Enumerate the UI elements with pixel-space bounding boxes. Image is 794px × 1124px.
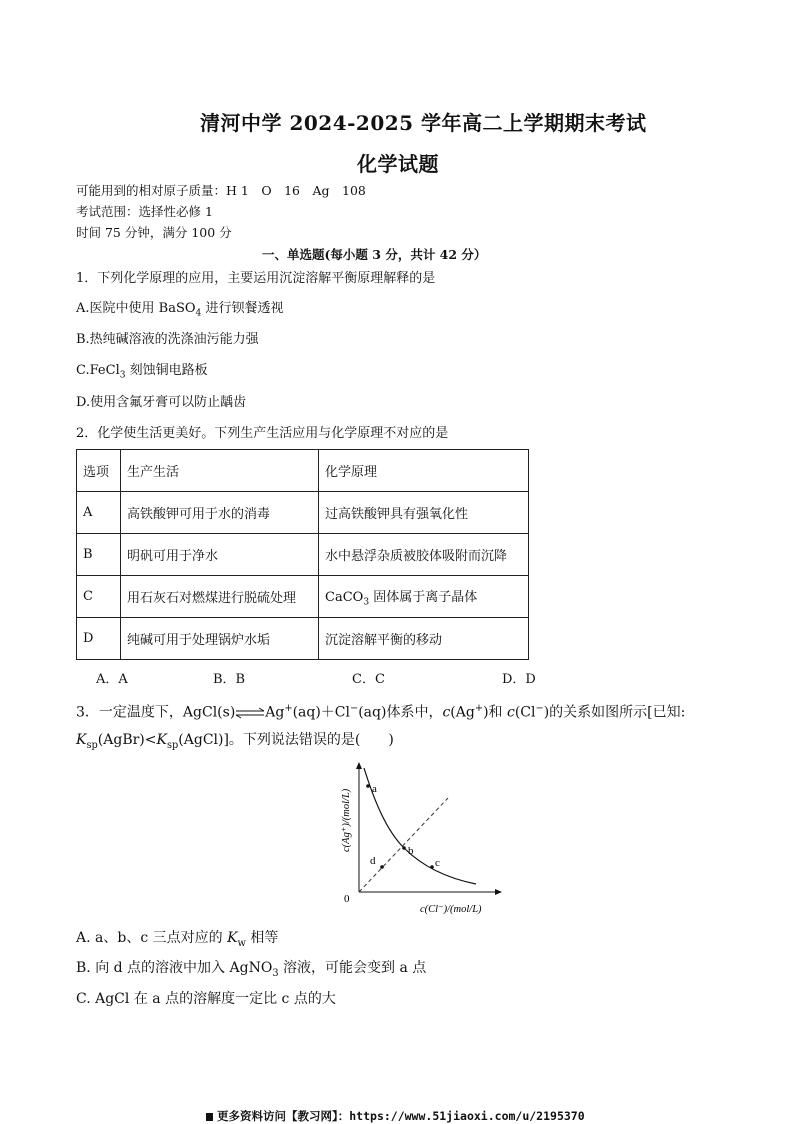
row-option: D bbox=[77, 618, 121, 660]
point-a bbox=[366, 784, 370, 788]
q2-table bbox=[76, 449, 529, 660]
row-principle: 沉淀溶解平衡的移动 bbox=[319, 618, 529, 660]
row-principle: CaCO$_3$ 固体属于离子晶体 bbox=[319, 576, 529, 618]
atomic-mass-line: 可能用到的相对原子质量：H 1 O 16 Ag 108 bbox=[76, 183, 366, 198]
row-principle: 过高铁酸钾具有强氧化性 bbox=[319, 492, 529, 534]
q3-stem-line1: 3．一定温度下，AgCl(s) Ag+(aq)＋Cl−(aq)体系中，c(Ag+)和 c(Cl−)的关系如图所示[已知: bbox=[76, 703, 686, 721]
flag-icon bbox=[206, 1113, 213, 1121]
q3-option-b[interactable]: B. 向 d 点的溶液中加入 AgNO$_3$ 溶液，可能会变到 a 点 bbox=[76, 960, 427, 979]
q3-stem-line2: $K_{sp}(AgBr)<K_{sp}(AgCl)$]。下列说法错误的是( ) bbox=[76, 732, 394, 751]
table-row bbox=[77, 618, 529, 660]
q1-option-b[interactable]: B.热纯碱溶液的洗涤油污能力强 bbox=[76, 332, 259, 347]
row-principle: 水中悬浮杂质被胶体吸附而沉降 bbox=[319, 534, 529, 576]
x-axis-label: c(Cl⁻)/(mol/L) bbox=[420, 904, 482, 915]
row-life: 明矾可用于净水 bbox=[121, 534, 319, 576]
q1-option-c[interactable]: C.FeCl$_3$ 刻蚀铜电路板 bbox=[76, 363, 208, 381]
point-c bbox=[430, 865, 434, 869]
row-option: A bbox=[77, 492, 121, 534]
q1-stem: 1．下列化学原理的应用，主要运用沉淀溶解平衡原理解释的是 bbox=[76, 271, 436, 286]
q3-option-a[interactable]: A. a、b、c 三点对应的 $K_w$ 相等 bbox=[76, 930, 279, 949]
label-b: b bbox=[408, 845, 414, 857]
exam-time-line: 时间 75 分钟，满分 100 分 bbox=[76, 225, 232, 240]
row-option: B bbox=[77, 534, 121, 576]
x-axis-arrow-icon bbox=[495, 889, 502, 895]
table-row bbox=[77, 492, 529, 534]
exam-scope-line: 考试范围：选择性必修 1 bbox=[76, 204, 213, 219]
y-axis-arrow-icon bbox=[356, 762, 362, 769]
ksp-curve-figure bbox=[326, 760, 506, 918]
q1-option-d[interactable]: D.使用含氟牙膏可以防止龋齿 bbox=[76, 395, 247, 410]
header-cell: 化学原理 bbox=[319, 450, 529, 492]
header-cell: 选项 bbox=[77, 450, 121, 492]
label-c: c bbox=[435, 857, 440, 869]
label-d: d bbox=[370, 855, 376, 867]
footer-text: 更多资料访问【教习网】：https://www.51jiaoxi.com/u/2195370 bbox=[217, 1109, 585, 1123]
q2-choice-b[interactable]: B．B bbox=[213, 672, 246, 687]
equilibrium-arrow-icon bbox=[235, 707, 265, 719]
point-d bbox=[380, 865, 384, 869]
section-heading: 一、单选题(每小题 3 分，共计 42 分） bbox=[262, 247, 487, 262]
table-row bbox=[77, 534, 529, 576]
q1-option-a[interactable]: A.医院中使用 BaSO$_4$ 进行钡餐透视 bbox=[76, 301, 284, 319]
table-header-row bbox=[77, 450, 529, 492]
table-row bbox=[77, 576, 529, 618]
origin-label: 0 bbox=[344, 893, 350, 905]
dashed-diagonal bbox=[359, 798, 448, 892]
q2-choice-d[interactable]: D．D bbox=[502, 672, 536, 687]
point-b bbox=[402, 846, 406, 850]
row-life: 高铁酸钾可用于水的消毒 bbox=[121, 492, 319, 534]
y-axis-label: c(Ag⁺)/(mol/L) bbox=[341, 788, 352, 852]
q2-choice-c[interactable]: C．C bbox=[352, 672, 385, 687]
q2-stem: 2．化学使生活更美好。下列生产生活应用与化学原理不对应的是 bbox=[76, 426, 449, 441]
exam-subtitle: 化学试题 bbox=[357, 152, 439, 176]
exam-title: 清河中学 2024-2025 学年高二上学期期末考试 bbox=[200, 111, 647, 135]
footer-link[interactable] bbox=[206, 1108, 585, 1124]
row-life: 用石灰石对燃煤进行脱硫处理 bbox=[121, 576, 319, 618]
q3-option-c[interactable]: C. AgCl 在 a 点的溶解度一定比 c 点的大 bbox=[76, 991, 336, 1007]
label-a: a bbox=[372, 783, 377, 795]
q2-choice-a[interactable]: A．A bbox=[96, 672, 128, 687]
header-cell: 生产生活 bbox=[121, 450, 319, 492]
row-option: C bbox=[77, 576, 121, 618]
row-life: 纯碱可用于处理锅炉水垢 bbox=[121, 618, 319, 660]
